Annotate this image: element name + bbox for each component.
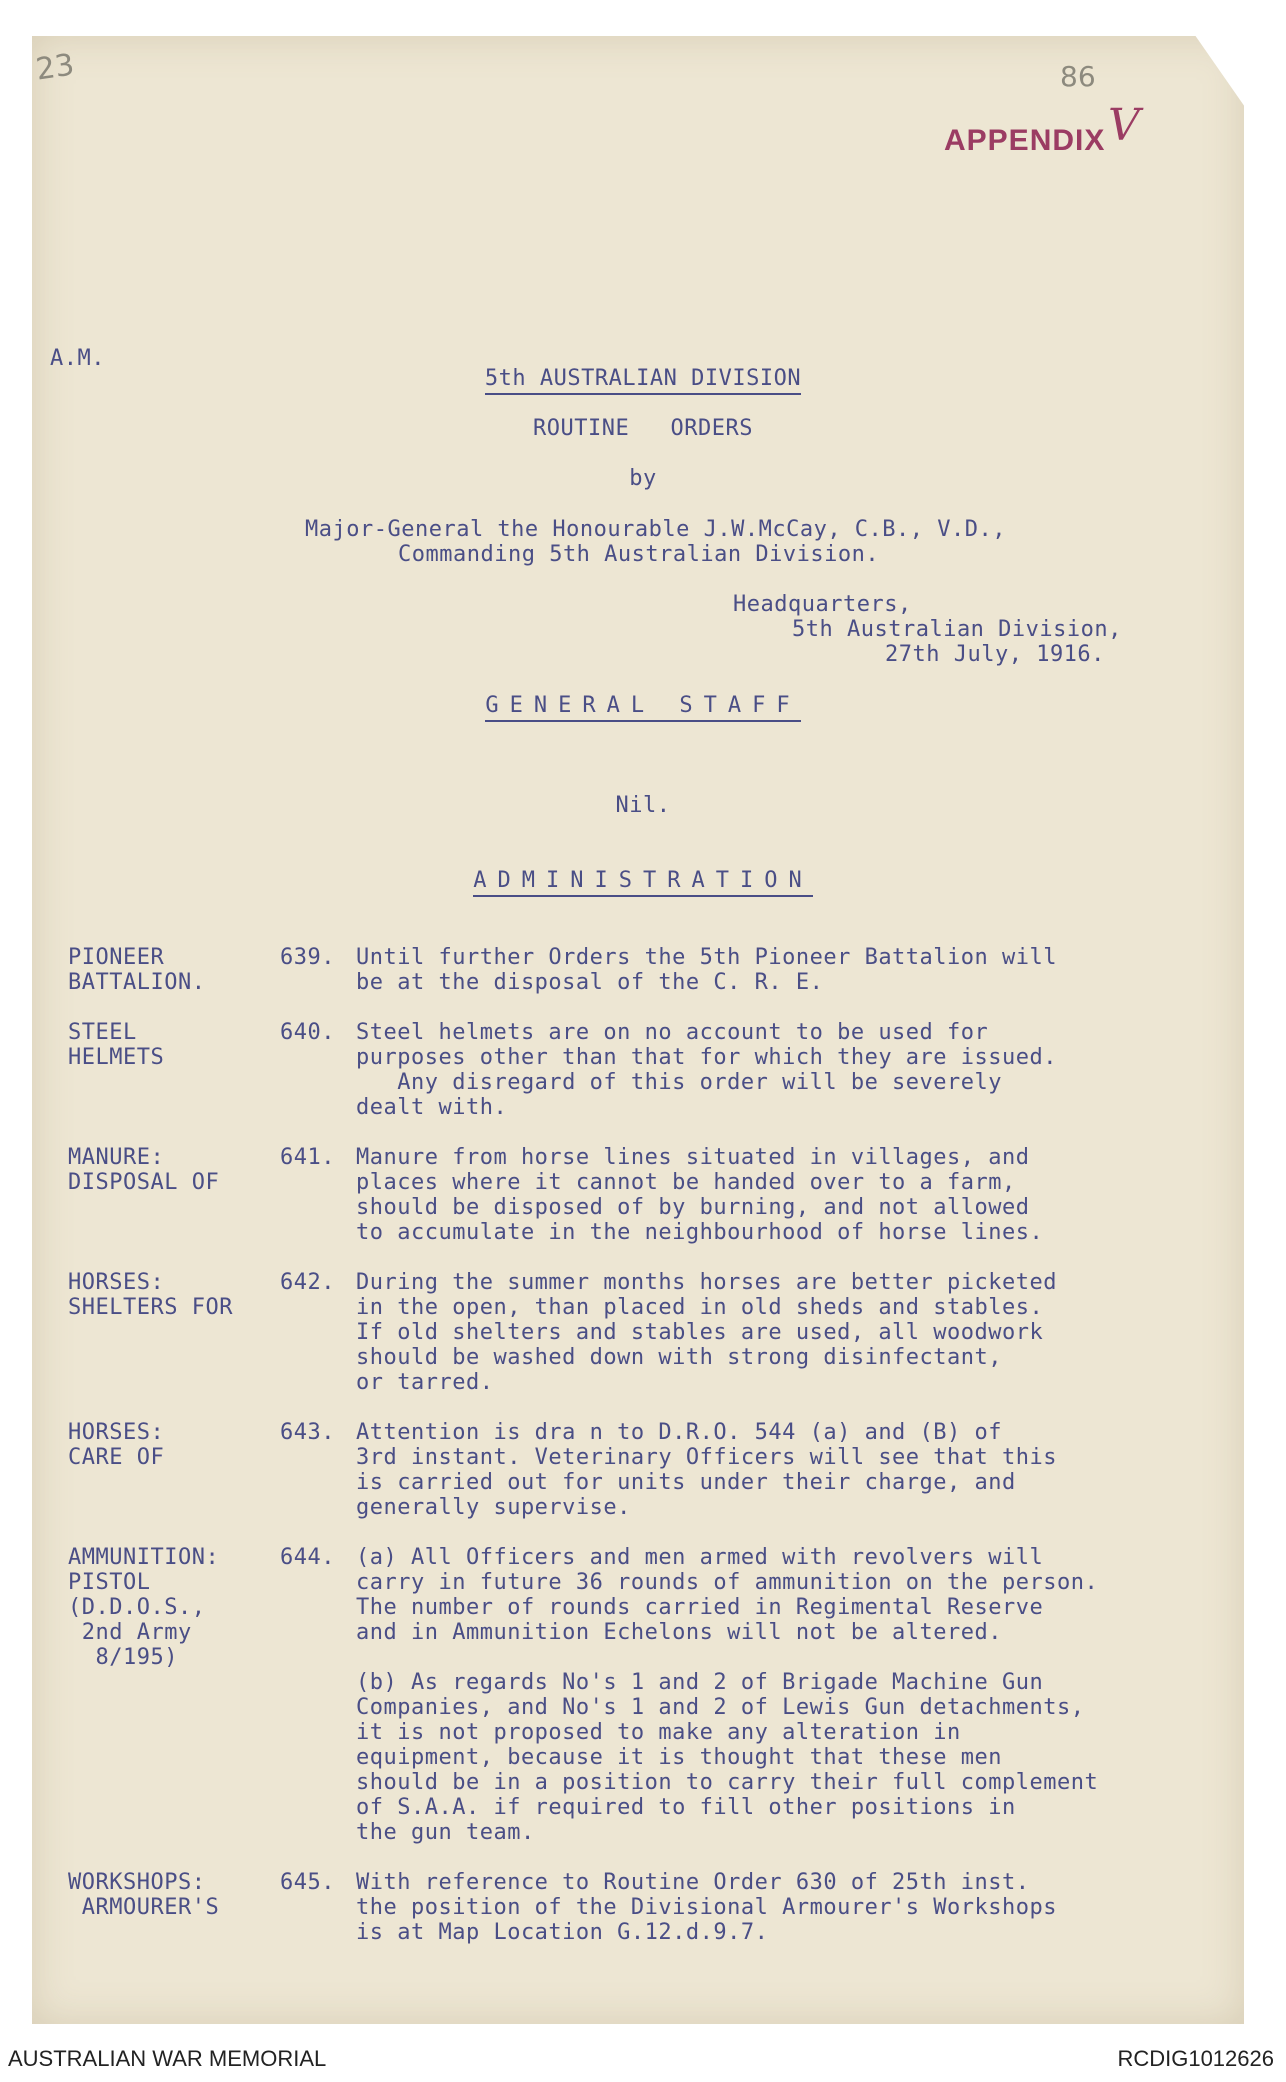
headquarters-line-1: Headquarters, <box>733 592 912 617</box>
order-text-line: dealt with. <box>356 1095 508 1120</box>
order-number: 641. <box>280 1145 335 1170</box>
division-heading-wrap <box>0 366 1286 391</box>
order-text-line: should be washed down with strong disinfectant, <box>356 1345 1003 1370</box>
order-text-line: Manure from horse lines situated in villages, and <box>356 1145 1030 1170</box>
order-date: 27th July, 1916. <box>885 642 1105 667</box>
side-heading-line: MANURE: <box>68 1145 165 1170</box>
pencil-page-number: 86 <box>1060 60 1096 93</box>
order-text-line: Steel helmets are on no account to be used for <box>356 1020 989 1045</box>
side-heading-line: HELMETS <box>68 1045 165 1070</box>
general-staff-wrap <box>0 693 1286 718</box>
footer-catalogue-id: RCDIG1012626 <box>1117 2046 1274 2071</box>
side-heading-line: HORSES: <box>68 1420 165 1445</box>
side-heading-line: WORKSHOPS: <box>68 1870 206 1895</box>
order-number: 640. <box>280 1020 335 1045</box>
administration-heading: ADMINISTRATION <box>473 868 812 897</box>
side-heading-line: 2nd Army <box>68 1620 192 1645</box>
appendix-stamp: APPENDIX <box>944 124 1106 157</box>
officer-line: Major-General the Honourable J.W.McCay, C.B., V.D., <box>305 517 1007 542</box>
order-text-line: During the summer months horses are better picketed <box>356 1270 1058 1295</box>
order-text-line: or tarred. <box>356 1370 494 1395</box>
side-heading-line: STEEL <box>68 1020 137 1045</box>
order-text-line: equipment, because it is thought that these men <box>356 1745 1003 1770</box>
order-number: 642. <box>280 1270 335 1295</box>
side-heading-line: DISPOSAL OF <box>68 1170 220 1195</box>
order-text-line: With reference to Routine Order 630 of 25th inst. <box>356 1870 1030 1895</box>
side-heading-line: BATTALION. <box>68 970 206 995</box>
order-text-line: to accumulate in the neighbourhood of horse lines. <box>356 1220 1044 1245</box>
footer-institution: AUSTRALIAN WAR MEMORIAL <box>8 2046 327 2071</box>
order-text-line: Attention is dra n to D.R.O. 544 (a) and (B) of <box>356 1420 1003 1445</box>
order-text-line: Companies, and No's 1 and 2 of Lewis Gun detachments, <box>356 1695 1085 1720</box>
order-text-line: is carried out for units under their charge, and <box>356 1470 1016 1495</box>
command-line: Commanding 5th Australian Division. <box>398 542 880 567</box>
side-heading-line: SHELTERS FOR <box>68 1295 233 1320</box>
order-text-line: in the open, than placed in old sheds and stables. <box>356 1295 1044 1320</box>
order-text-line: should be disposed of by burning, and not allowed <box>356 1195 1030 1220</box>
headquarters-line-2: 5th Australian Division, <box>792 617 1122 642</box>
order-number: 639. <box>280 945 335 970</box>
side-heading-line: AMMUNITION: <box>68 1545 220 1570</box>
side-heading-line: HORSES: <box>68 1270 165 1295</box>
order-text-line: it is not proposed to make any alteration in <box>356 1720 961 1745</box>
order-text-line: be at the disposal of the C. R. E. <box>356 970 824 995</box>
order-text-line: (a) All Officers and men armed with revolvers will <box>356 1545 1044 1570</box>
order-text-line: is at Map Location G.12.d.9.7. <box>356 1920 769 1945</box>
order-text-line: of S.A.A. if required to fill other positions in <box>356 1795 1016 1820</box>
order-text-line: the gun team. <box>356 1820 535 1845</box>
pencil-folio-left: 23 <box>33 47 77 88</box>
order-number: 645. <box>280 1870 335 1895</box>
order-text-line: 3rd instant. Veterinary Officers will see that this <box>356 1445 1058 1470</box>
routine-orders-title: ROUTINE ORDERS <box>533 416 753 441</box>
by-line: by <box>629 466 657 491</box>
side-heading-line: PISTOL <box>68 1570 151 1595</box>
order-text-line: places where it cannot be handed over to a farm, <box>356 1170 1016 1195</box>
order-text-line: should be in a position to carry their full complement <box>356 1770 1099 1795</box>
side-heading-line: PIONEER <box>68 945 165 970</box>
order-number: 644. <box>280 1545 335 1570</box>
order-number: 643. <box>280 1420 335 1445</box>
order-text-line: Until further Orders the 5th Pioneer Battalion will <box>356 945 1058 970</box>
order-text-line: purposes other than that for which they are issued. <box>356 1045 1058 1070</box>
side-heading-line: 8/195) <box>68 1645 178 1670</box>
order-text-line: The number of rounds carried in Regimental Reserve <box>356 1595 1044 1620</box>
administration-wrap <box>0 868 1286 893</box>
order-text-line: generally supervise. <box>356 1495 631 1520</box>
division-heading: 5th AUSTRALIAN DIVISION <box>485 366 801 395</box>
order-text-line: If old shelters and stables are used, all woodwork <box>356 1320 1044 1345</box>
am-mark: A.M. <box>50 346 105 371</box>
order-text-line: (b) As regards No's 1 and 2 of Brigade Machine Gun <box>356 1670 1044 1695</box>
side-heading-line: (D.D.O.S., <box>68 1595 206 1620</box>
general-staff-heading: GENERAL STAFF <box>485 693 800 722</box>
order-text-line: the position of the Divisional Armourer's Workshops <box>356 1895 1058 1920</box>
appendix-stamp-handwritten: V <box>1108 100 1140 151</box>
side-heading-line: CARE OF <box>68 1445 165 1470</box>
order-text-line: carry in future 36 rounds of ammunition on the person. <box>356 1570 1099 1595</box>
nil-line: Nil. <box>615 793 671 818</box>
side-heading-line: ARMOURER'S <box>68 1895 220 1920</box>
order-text-line: and in Ammunition Echelons will not be altered. <box>356 1620 1003 1645</box>
order-text-line: Any disregard of this order will be severely <box>356 1070 1003 1095</box>
